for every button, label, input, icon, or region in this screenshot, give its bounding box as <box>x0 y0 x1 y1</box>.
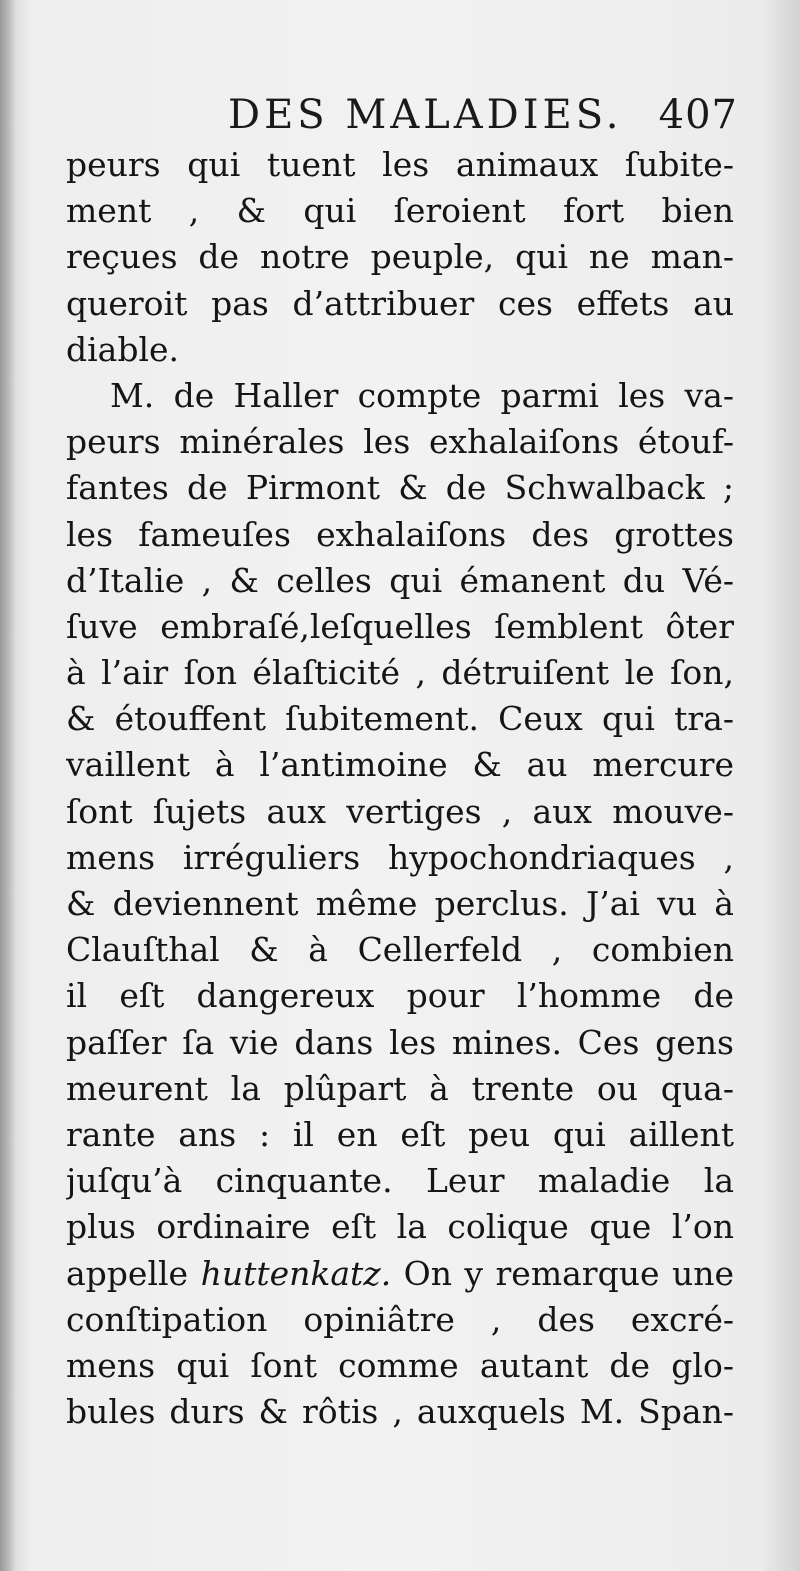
text-line: il eſt dangereux pour l’homme de <box>66 976 734 1016</box>
page-number: 407 <box>658 92 738 138</box>
paragraph-first-line: M. de Haller compte parmi les va- <box>110 375 734 415</box>
text-line: plus ordinaire eſt la colique que l’on <box>66 1207 734 1247</box>
text-line: fantes de Pirmont & de Schwalback ; <box>66 468 734 508</box>
text-line: mens irréguliers hypochondriaques , <box>66 837 734 877</box>
text-line-with-italic <box>66 1251 734 1297</box>
text-line: & étouffent ſubitement. Ceux qui tra- <box>66 699 734 739</box>
text-segment: appelle <box>66 1253 201 1293</box>
text-line: meurent la plûpart à trente ou qua- <box>66 1068 734 1108</box>
text-line: & deviennent même perclus. J’ai vu à <box>66 884 734 923</box>
text-line: vaillent à l’antimoine & au mercure <box>66 745 734 785</box>
text-line: reçues de notre peuple, qui ne man- <box>66 237 734 277</box>
text-line: mens qui ſont comme autant de glo- <box>66 1345 734 1385</box>
running-title: DES MALADIES. <box>228 92 623 138</box>
text-line: peurs qui tuent les animaux ſubite- <box>66 145 734 184</box>
text-line: d’Italie , & celles qui émanent du Vé- <box>66 560 734 600</box>
text-line: conſtipation opiniâtre , des excré- <box>66 1299 734 1339</box>
text-line: paſſer ſa vie dans les mines. Ces gens <box>66 1022 734 1062</box>
text-line: ſont ſujets aux vertiges , aux mouve- <box>66 791 734 831</box>
text-line: les fameuſes exhalaiſons des grottes <box>66 514 734 554</box>
text-segment: On y remarque une <box>391 1253 734 1293</box>
text-line: rante ans : il en eſt peu qui aillent <box>66 1114 734 1154</box>
text-line: à l’air ſon élaſticité , détruiſent le ſon, <box>66 653 734 693</box>
body-text <box>66 142 734 1435</box>
text-line: diable. <box>66 329 180 369</box>
text-line: queroit pas d’attribuer ces effets au <box>66 283 734 323</box>
text-line: peurs minérales les exhalaiſons étouf- <box>66 422 734 462</box>
text-line: juſqu’à cinquante. Leur maladie la <box>66 1161 734 1201</box>
text-line: ſuve embraſé,leſquelles ſemblent ôter <box>66 606 734 646</box>
italic-term: huttenkatz. <box>200 1253 392 1293</box>
text-line: bules durs & rôtis , auxquels M. Span- <box>66 1392 734 1432</box>
page-header <box>228 92 738 146</box>
text-line: ment , & qui ſeroient fort bien <box>66 191 734 231</box>
page-gutter-shadow <box>0 0 16 1571</box>
text-line: Clauſthal & à Cellerfeld , combien <box>66 930 734 970</box>
